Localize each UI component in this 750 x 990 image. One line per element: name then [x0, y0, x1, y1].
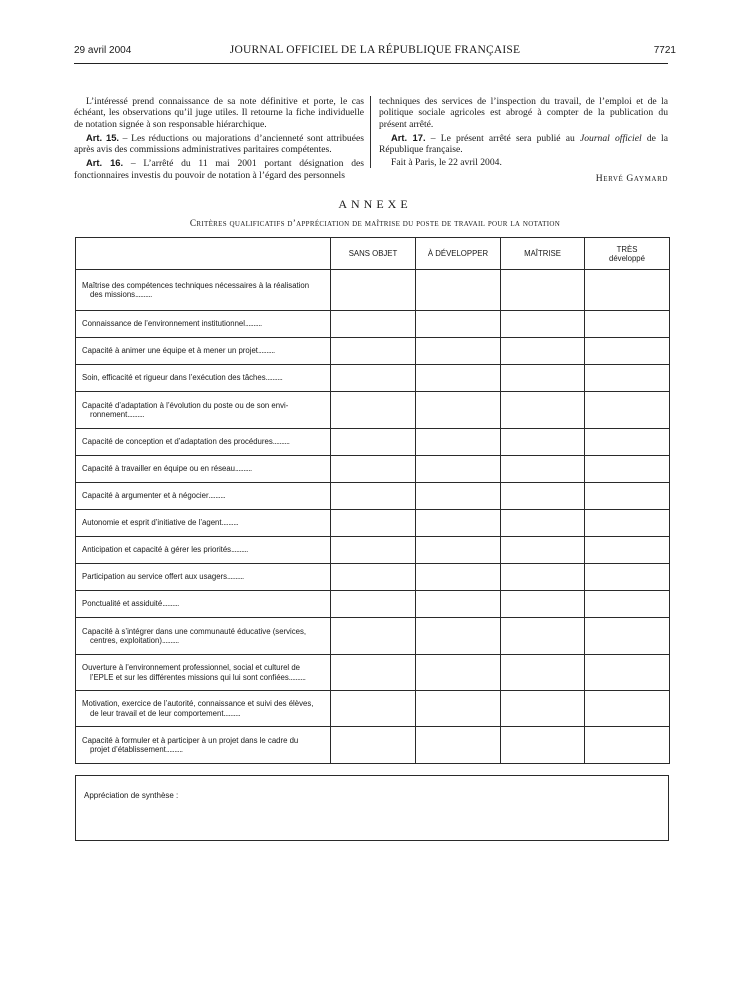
cell-a-developper[interactable] [416, 537, 501, 564]
cell-a-developper[interactable] [416, 429, 501, 456]
cell-a-developper[interactable] [416, 392, 501, 429]
right-text-column [379, 96, 668, 184]
criterion-line1: Connaissance de l’environnement institutionnel.......... [82, 319, 262, 329]
left-text-column [74, 96, 364, 183]
criterion-line1: Capacité à travailler en équipe ou en réseau.......... [82, 464, 252, 474]
cell-maitrise[interactable] [501, 591, 585, 618]
cell-maitrise[interactable] [501, 392, 585, 429]
cell-sans-objet[interactable] [331, 537, 416, 564]
cell-sans-objet[interactable] [331, 564, 416, 591]
cell-sans-objet[interactable] [331, 338, 416, 365]
criterion-line1: Anticipation et capacité à gérer les priorités.......... [82, 545, 248, 555]
criterion-line1: Participation au service offert aux usagers.......... [82, 572, 244, 582]
dot-leader: .......... [235, 464, 252, 474]
article-17-text-after: de la République française. [379, 132, 668, 156]
dot-leader: .......... [231, 545, 248, 555]
criterion-line1: Autonomie et esprit d’initiative de l’agent.......... [82, 518, 239, 528]
criterion-cell [76, 338, 331, 365]
table-row [76, 618, 670, 655]
criterion-line1: Capacité à animer une équipe et à mener un projet.......... [82, 346, 275, 356]
table-row [76, 392, 670, 429]
cell-maitrise[interactable] [501, 456, 585, 483]
criterion-cell [76, 311, 331, 338]
column-tres-line2: développé [609, 253, 645, 263]
column-sans-objet: SANS OBJET [331, 238, 416, 270]
criterion-line1: Capacité à s’intégrer dans une communauté éducative (services, [82, 626, 307, 636]
header-date: 29 avril 2004 [74, 45, 132, 56]
column-a-developper: À DÉVELOPPER [416, 238, 501, 270]
cell-sans-objet[interactable] [331, 510, 416, 537]
cell-maitrise[interactable] [501, 564, 585, 591]
cell-sans-objet[interactable] [331, 483, 416, 510]
article-17-text-before: – Le présent arrêté sera publié au [425, 132, 580, 144]
criteria-table [75, 237, 670, 764]
criteria-body [76, 270, 670, 764]
article-16-text: – L’arrêté du 11 mai 2001 portant désignation des fonctionnaires investis du pouvoir de notation à l’égard des personnels [74, 158, 364, 181]
signature: Hervé Gaymard [595, 172, 668, 184]
cell-maitrise[interactable] [501, 365, 585, 392]
criterion-cell [76, 365, 331, 392]
table-row [76, 311, 670, 338]
page-number: 7721 [653, 45, 676, 56]
synthesis-label: Appréciation de synthèse : [84, 791, 179, 800]
cell-a-developper[interactable] [416, 270, 501, 311]
cell-a-developper[interactable] [416, 483, 501, 510]
cell-tres-developpe[interactable] [585, 483, 670, 510]
column-separator [370, 96, 371, 168]
criterion-cell [76, 429, 331, 456]
table-header-row [76, 238, 670, 270]
cell-tres-developpe[interactable] [585, 392, 670, 429]
cell-maitrise[interactable] [501, 655, 585, 691]
cell-sans-objet[interactable] [331, 270, 416, 311]
journal-title: JOURNAL OFFICIEL DE LA RÉPUBLIQUE FRANÇAISE [229, 44, 521, 56]
cell-maitrise[interactable] [501, 429, 585, 456]
criterion-cell [76, 510, 331, 537]
cell-sans-objet[interactable] [331, 456, 416, 483]
paragraph-continuation: techniques des services de l’inspection du travail, de l’emploi et de la politique sociale agricoles est abrogé à compter de la publication du présent arrêté. [379, 96, 668, 130]
criteria-header-cell [76, 238, 331, 270]
dot-leader: .......... [221, 518, 239, 528]
cell-tres-developpe[interactable] [585, 691, 670, 727]
dot-leader: .......... [162, 599, 179, 609]
cell-maitrise[interactable] [501, 618, 585, 655]
criterion-line2: des missions.......... [90, 290, 152, 299]
criterion-line1: Capacité à formuler et à participer à un projet dans le cadre du [82, 735, 299, 745]
cell-tres-developpe[interactable] [585, 338, 670, 365]
criterion-line1: Capacité de conception et d’adaptation des procédures.......... [82, 437, 290, 447]
annex-title: ANNEXE [338, 197, 412, 211]
cell-a-developper[interactable] [416, 727, 501, 764]
cell-sans-objet[interactable] [331, 655, 416, 691]
cell-a-developper[interactable] [416, 365, 501, 392]
criterion-cell [76, 270, 331, 311]
cell-maitrise[interactable] [501, 270, 585, 311]
cell-sans-objet[interactable] [331, 429, 416, 456]
dot-leader: .......... [227, 572, 244, 582]
article-15-label: Art. 15. [86, 131, 120, 143]
article-16-label: Art. 16. [86, 157, 124, 169]
criterion-cell [76, 483, 331, 510]
cell-tres-developpe[interactable] [585, 429, 670, 456]
synthesis-box[interactable] [75, 775, 669, 841]
article-17-label: Art. 17. [391, 131, 426, 143]
criterion-cell [76, 618, 331, 655]
dot-leader: .......... [257, 346, 275, 356]
table-row [76, 365, 670, 392]
cell-maitrise[interactable] [501, 510, 585, 537]
dot-leader: .......... [265, 373, 283, 383]
criterion-line1: Soin, efficacité et rigueur dans l’exécution des tâches.......... [82, 373, 283, 383]
dot-leader: .......... [244, 319, 262, 329]
cell-tres-developpe[interactable] [585, 655, 670, 691]
column-tres-developpe [585, 238, 670, 270]
header-rule [74, 63, 668, 64]
table-row [76, 591, 670, 618]
criterion-cell [76, 655, 331, 691]
criterion-line1: Capacité à argumenter et à négocier.......... [82, 491, 226, 501]
criterion-cell [76, 537, 331, 564]
dot-leader: .......... [272, 437, 290, 447]
dot-leader: .......... [127, 410, 144, 419]
criterion-cell [76, 564, 331, 591]
dot-leader: .......... [161, 636, 179, 645]
table-row [76, 564, 670, 591]
cell-sans-objet[interactable] [331, 618, 416, 655]
cell-sans-objet[interactable] [331, 392, 416, 429]
cell-a-developper[interactable] [416, 564, 501, 591]
cell-a-developper[interactable] [416, 618, 501, 655]
criterion-cell [76, 591, 331, 618]
cell-a-developper[interactable] [416, 591, 501, 618]
table-row [76, 270, 670, 311]
criterion-line2: ronnement.......... [90, 410, 144, 419]
dot-leader: .......... [223, 708, 241, 718]
cell-a-developper[interactable] [416, 510, 501, 537]
paragraph-notation: L’intéressé prend connaissance de sa note définitive et porte, le cas échéant, les observations qu’il juge utiles. Il retourne la fiche individuelle de notation signée à son responsable hiérarchique. [74, 96, 364, 130]
cell-tres-developpe[interactable] [585, 510, 670, 537]
criterion-line2: l’EPLE et sur les différentes missions qui lui sont confiées.......... [90, 672, 306, 682]
cell-tres-developpe[interactable] [585, 456, 670, 483]
cell-a-developper[interactable] [416, 691, 501, 727]
criterion-line1: Ponctualité et assiduité.......... [82, 599, 179, 609]
article-17-journal: Journal officiel [579, 132, 642, 144]
table-row [76, 537, 670, 564]
cell-tres-developpe[interactable] [585, 537, 670, 564]
criterion-line1: Maîtrise des compétences techniques nécessaires à la réalisation [82, 280, 310, 290]
dot-leader: .......... [208, 491, 226, 501]
cell-maitrise[interactable] [501, 483, 585, 510]
article-16 [74, 157, 364, 181]
criterion-line1: Capacité d’adaptation à l’évolution du poste ou de son envi- [82, 400, 289, 410]
table-row [76, 727, 670, 764]
criterion-cell [76, 392, 331, 429]
column-maitrise: MAÎTRISE [501, 238, 585, 270]
table-row [76, 510, 670, 537]
cell-maitrise[interactable] [501, 691, 585, 727]
article-15 [74, 132, 364, 156]
cell-maitrise[interactable] [501, 338, 585, 365]
cell-tres-developpe[interactable] [585, 311, 670, 338]
column-tres-line1: TRÈS [616, 244, 638, 254]
cell-sans-objet[interactable] [331, 691, 416, 727]
cell-tres-developpe[interactable] [585, 591, 670, 618]
criterion-line1: Ouverture à l’environnement professionnel, social et culturel de [82, 663, 300, 672]
cell-sans-objet[interactable] [331, 591, 416, 618]
dot-leader: .......... [288, 672, 306, 682]
table-row [76, 483, 670, 510]
cell-tres-developpe[interactable] [585, 727, 670, 764]
criterion-line2: de leur travail et de leur comportement.......... [90, 708, 241, 718]
cell-a-developper[interactable] [416, 655, 501, 691]
cell-sans-objet[interactable] [331, 365, 416, 392]
cell-a-developper[interactable] [416, 311, 501, 338]
article-15-text: – Les réductions ou majorations d’ancienneté sont attribuées après avis des commissions administratives paritaires compétentes. [74, 132, 364, 156]
cell-maitrise[interactable] [501, 311, 585, 338]
table-row [76, 338, 670, 365]
table-row [76, 456, 670, 483]
cell-maitrise[interactable] [501, 727, 585, 764]
cell-tres-developpe[interactable] [585, 270, 670, 311]
cell-sans-objet[interactable] [331, 727, 416, 764]
cell-tres-developpe[interactable] [585, 618, 670, 655]
cell-tres-developpe[interactable] [585, 564, 670, 591]
place-and-date: Fait à Paris, le 22 avril 2004. [391, 157, 502, 169]
cell-tres-developpe[interactable] [585, 365, 670, 392]
criterion-cell [76, 456, 331, 483]
dot-leader: .......... [135, 290, 152, 299]
criterion-line2: centres, exploitation).......... [90, 636, 179, 645]
criterion-cell [76, 727, 331, 764]
table-row [76, 429, 670, 456]
cell-a-developper[interactable] [416, 338, 501, 365]
criterion-line1: Motivation, exercice de l’autorité, connaissance et suivi des élèves, [82, 699, 314, 708]
dot-leader: .......... [165, 745, 183, 754]
cell-sans-objet[interactable] [331, 311, 416, 338]
criterion-line2: projet d’établissement.......... [90, 745, 183, 754]
cell-a-developper[interactable] [416, 456, 501, 483]
cell-maitrise[interactable] [501, 537, 585, 564]
annex-subtitle: Critères qualificatifs d’appréciation de maîtrise du poste de travail pour la notation [189, 219, 561, 229]
table-row [76, 691, 670, 727]
criterion-cell [76, 691, 331, 727]
article-17 [379, 132, 668, 156]
table-row [76, 655, 670, 691]
